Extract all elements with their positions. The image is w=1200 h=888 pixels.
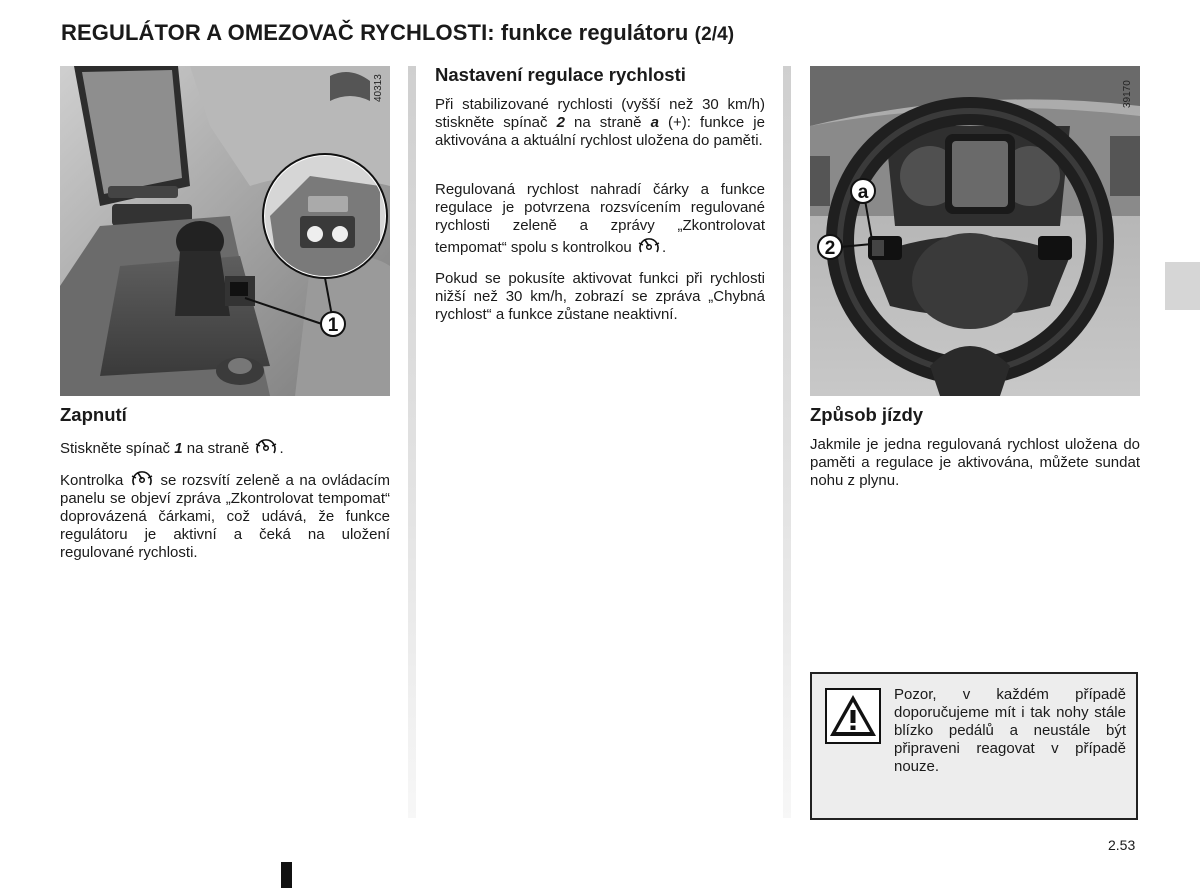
footer-mark — [281, 862, 292, 888]
page-title-part: (2/4) — [694, 24, 735, 45]
section-tab — [1165, 262, 1200, 310]
console-photo — [60, 66, 390, 396]
right-paragraph-1: Jakmile je jedna regulovaná rychlost uložena do paměti a regulace je aktivována, můžete sundat nohu z plynu. — [810, 436, 1140, 489]
mid-paragraph-3: Pokud se pokusíte aktivovat funkci při rychlosti nižší než 30 km/h, zobrazí se zpráva „Chybná rychlost“ a funkce zůstane neaktivní. — [435, 270, 765, 323]
column-divider-right — [783, 66, 791, 818]
mid-paragraph-2: Regulovaná rychlost nahradí čárky a funkce regulace je potvrzena rozsvícením regulované rychlosti zeleně a zprávy „Zkontrolovat tempomat“ spolu s kontrolkou . — [435, 181, 765, 256]
warning-box — [810, 672, 1138, 820]
column-divider-left — [408, 66, 416, 818]
cruise-control-icon — [637, 235, 661, 257]
callout-1: 1 — [327, 315, 339, 336]
warning-text: Pozor, v každém případě doporučujeme mít i tak nohy stále blízko pedálů a neustále být připraveni reagovat v případě nouze. — [894, 686, 1126, 775]
heading-nastaveni: Nastavení regulace rychlosti — [435, 64, 686, 85]
page-title-main: REGULÁTOR A OMEZOVAČ RYCHLOSTI: funkce regulátoru — [61, 20, 689, 45]
left-paragraph-1: Stiskněte spínač 1 na straně . — [60, 436, 390, 458]
mid-paragraph-1: Při stabilizované rychlosti (vyšší než 30 km/h) stiskněte spínač 2 na straně a (+): funkce je aktivována a aktuální rychlost uložena do paměti. — [435, 96, 765, 149]
page-title — [61, 20, 734, 46]
image-ref-left: 40313 — [373, 74, 384, 102]
callout-2: 2 — [824, 238, 836, 259]
steering-wheel-photo — [810, 66, 1140, 396]
image-ref-right: 39170 — [1122, 80, 1133, 108]
cruise-control-icon — [130, 468, 154, 490]
heading-zpusob-jizdy: Způsob jízdy — [810, 404, 924, 425]
heading-zapnuti: Zapnutí — [60, 404, 127, 425]
cruise-control-icon — [254, 436, 278, 458]
page-number: 2.53 — [1108, 837, 1136, 853]
callout-a: a — [857, 182, 869, 203]
left-paragraph-2: Kontrolka se rozsvítí zeleně a na ovládacím panelu se objeví zpráva „Zkontrolovat tempomat“ doprovázená čárkami, což udává, že funkce regulátoru je aktivní a čeká na uložení regulované rychlosti. — [60, 468, 390, 562]
